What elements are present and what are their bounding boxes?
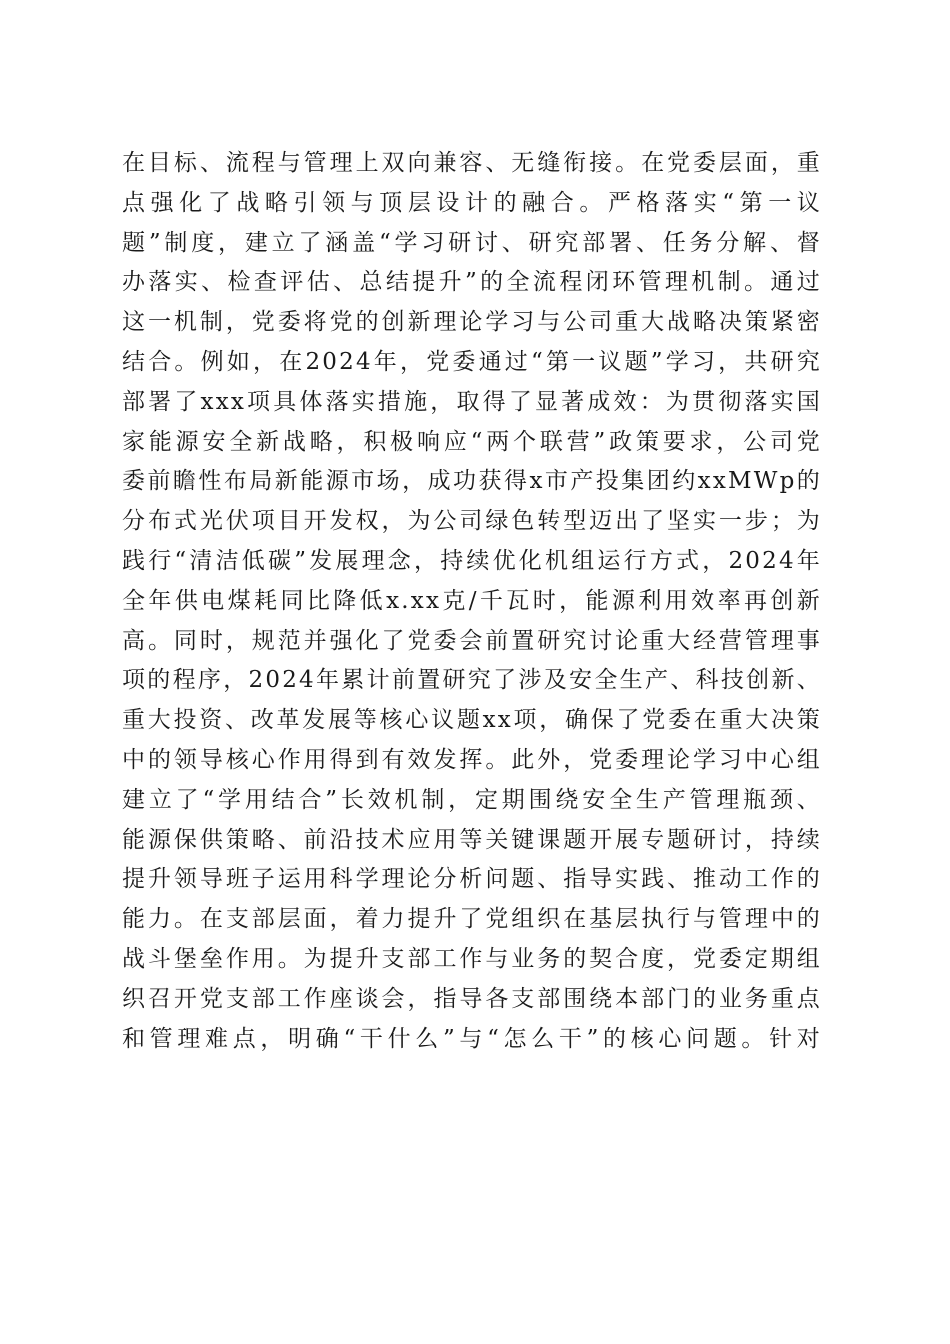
text-line: 题”制度，建立了涵盖“学习研讨、研究部署、任务分解、督	[122, 229, 822, 256]
text-line: 委前瞻性布局新能源市场，成功获得x市产投集团约xxMWp的	[122, 468, 822, 495]
text-line: 建立了“学用结合”长效机制，定期围绕安全生产管理瓶颈、	[122, 786, 822, 813]
text-line: 点强化了战略引领与顶层设计的融合。严格落实“第一议	[122, 189, 822, 216]
text-line: 能力。在支部层面，着力提升了党组织在基层执行与管理中的	[122, 906, 822, 933]
text-line: 结合。例如，在2024年，党委通过“第一议题”学习，共研究	[122, 348, 822, 375]
body-paragraph	[122, 144, 822, 1059]
text-line: 和管理难点，明确“干什么”与“怎么干”的核心问题。针对	[122, 1025, 822, 1052]
text-line: 能源保供策略、前沿技术应用等关键课题开展专题研讨，持续	[122, 826, 822, 853]
text-line: 战斗堡垒作用。为提升支部工作与业务的契合度，党委定期组	[122, 945, 822, 972]
text-line: 项的程序，2024年累计前置研究了涉及安全生产、科技创新、	[122, 667, 822, 694]
text-line: 在目标、流程与管理上双向兼容、无缝衔接。在党委层面，重	[122, 150, 822, 176]
text-line: 高。同时，规范并强化了党委会前置研究讨论重大经营管理事	[122, 627, 822, 654]
text-line: 织召开党支部工作座谈会，指导各支部围绕本部门的业务重点	[122, 985, 822, 1012]
text-line: 办落实、检查评估、总结提升”的全流程闭环管理机制。通过	[122, 269, 822, 296]
text-line: 重大投资、改革发展等核心议题xx项，确保了党委在重大决策	[122, 707, 822, 734]
text-line: 提升领导班子运用科学理论分析问题、指导实践、推动工作的	[122, 866, 822, 893]
text-line: 全年供电煤耗同比降低x.xx克/千瓦时，能源利用效率再创新	[122, 587, 822, 614]
text-line: 中的领导核心作用得到有效发挥。此外，党委理论学习中心组	[122, 746, 822, 773]
text-line: 部署了xxx项具体落实措施，取得了显著成效：为贯彻落实国	[122, 388, 822, 415]
text-line: 这一机制，党委将党的创新理论学习与公司重大战略决策紧密	[122, 309, 822, 336]
text-line: 分布式光伏项目开发权，为公司绿色转型迈出了坚实一步；为	[122, 508, 822, 535]
text-line: 家能源安全新战略，积极响应“两个联营”政策要求，公司党	[122, 428, 822, 455]
text-line: 践行“清洁低碳”发展理念，持续优化机组运行方式，2024年	[122, 547, 822, 574]
